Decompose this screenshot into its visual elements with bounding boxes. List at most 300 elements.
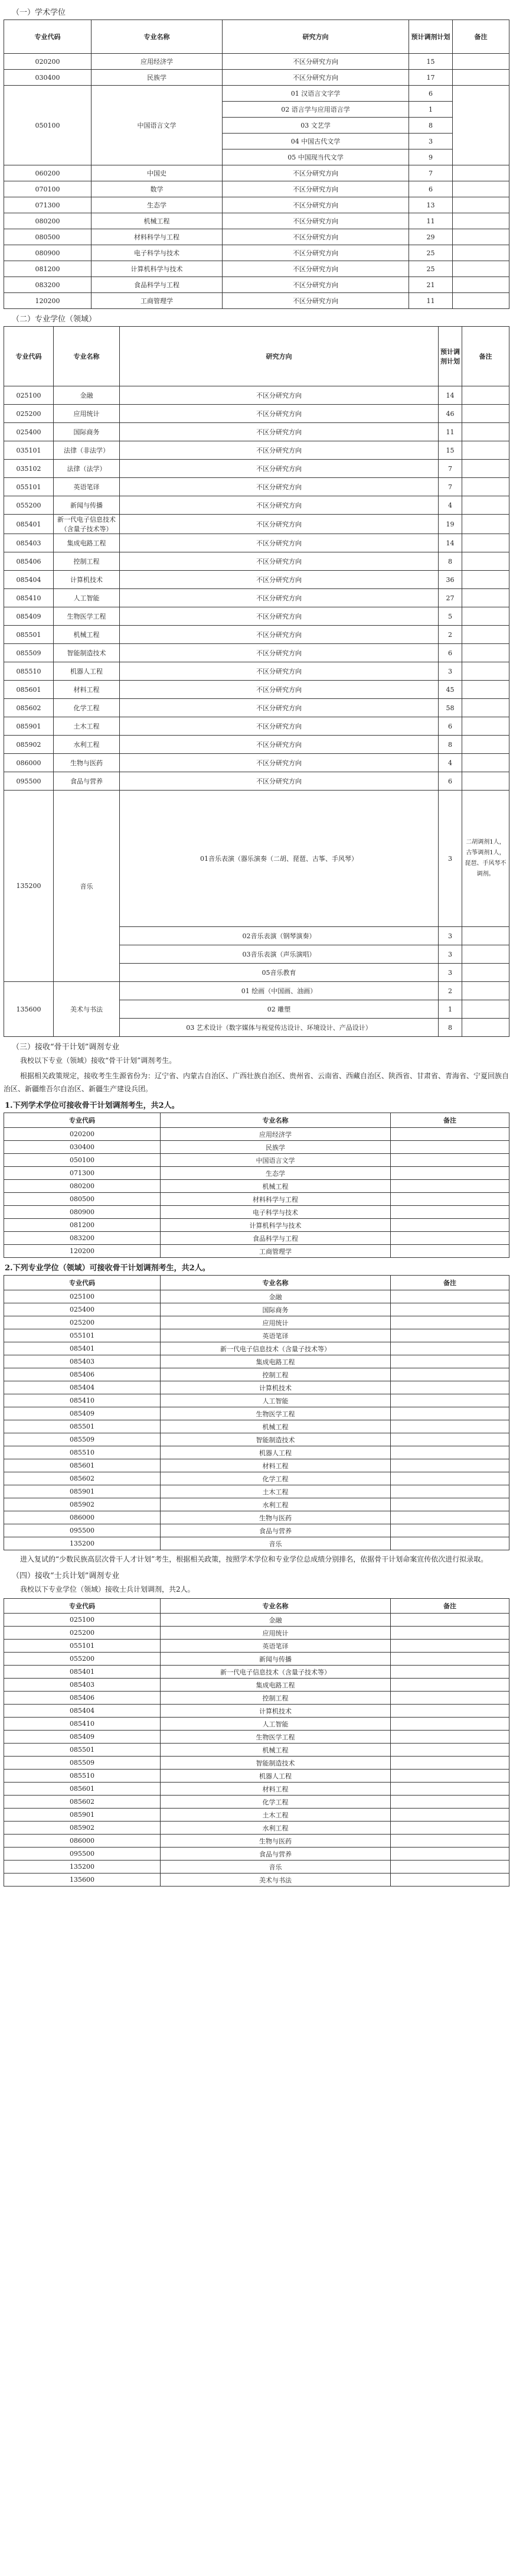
remark (462, 534, 509, 552)
table-row (4, 1459, 509, 1472)
major-name: 控制工程 (161, 1368, 391, 1381)
major-code: 085902 (4, 1498, 161, 1511)
planned-quota: 13 (409, 197, 453, 213)
table-row (4, 1511, 509, 1524)
major-code: 025100 (4, 1290, 161, 1303)
table-row (4, 552, 509, 571)
major-code: 025100 (4, 386, 54, 405)
header-plan: 预计调剂计划 (439, 327, 462, 386)
remark (462, 405, 509, 423)
major-name: 工商管理学 (161, 1245, 391, 1258)
table-row (4, 1835, 509, 1848)
remark (391, 1744, 509, 1757)
major-name: 中国语言文学 (161, 1154, 391, 1167)
major-name: 美术与书法 (161, 1874, 391, 1887)
remark (453, 197, 509, 213)
remark (391, 1679, 509, 1692)
major-name: 新一代电子信息技术（含量子技术等） (161, 1342, 391, 1355)
major-code: 085403 (4, 1355, 161, 1368)
major-code: 085501 (4, 626, 54, 644)
remark (391, 1653, 509, 1666)
remark (391, 1394, 509, 1407)
major-code: 095500 (4, 1524, 161, 1537)
remark (391, 1167, 509, 1180)
major-name: 材料科学与工程 (92, 229, 223, 245)
planned-quota: 29 (409, 229, 453, 245)
table-row (4, 717, 509, 736)
major-name: 集成电路工程 (161, 1355, 391, 1368)
table-row (4, 1666, 509, 1679)
table-row (4, 1128, 509, 1141)
planned-quota: 3 (409, 134, 453, 149)
section1-title: （一）学术学位 (12, 8, 66, 17)
research-direction: 不区分研究方向 (120, 772, 439, 791)
major-name: 应用统计 (161, 1316, 391, 1329)
header-note: 备注 (391, 1599, 509, 1614)
planned-quota: 27 (439, 589, 462, 607)
major-code: 120200 (4, 1245, 161, 1258)
planned-quota: 45 (439, 681, 462, 699)
major-name: 法律（法学） (54, 460, 120, 478)
table-row (4, 699, 509, 717)
major-name: 机器人工程 (161, 1446, 391, 1459)
remark (462, 927, 509, 945)
major-name: 法律（非法学） (54, 441, 120, 460)
planned-quota: 6 (439, 644, 462, 662)
major-name: 应用经济学 (92, 54, 223, 70)
major-code: 120200 (4, 293, 92, 309)
table-row (4, 1874, 509, 1887)
table-row (4, 1433, 509, 1446)
header-code: 专业代码 (4, 20, 92, 54)
major-code: 085509 (4, 644, 54, 662)
header-note: 备注 (453, 20, 509, 54)
research-direction: 不区分研究方向 (120, 441, 439, 460)
remark (462, 772, 509, 791)
table-row (4, 1342, 509, 1355)
planned-quota: 5 (439, 607, 462, 626)
major-name: 食品科学与工程 (161, 1232, 391, 1245)
major-code: 080900 (4, 245, 92, 261)
major-name: 金融 (161, 1290, 391, 1303)
major-name: 人工智能 (161, 1718, 391, 1731)
remark (462, 644, 509, 662)
table-row (4, 478, 509, 496)
major-name: 音乐 (161, 1861, 391, 1874)
remark (391, 1861, 509, 1874)
table-row (4, 1498, 509, 1511)
remark (462, 945, 509, 964)
remark (391, 1511, 509, 1524)
table-row (4, 791, 509, 927)
table-row (4, 54, 509, 70)
table-row (4, 1446, 509, 1459)
major-name: 计算机技术 (161, 1381, 391, 1394)
research-direction: 不区分研究方向 (223, 165, 409, 181)
table-row (4, 197, 509, 213)
table-row (4, 1316, 509, 1329)
research-direction: 不区分研究方向 (120, 423, 439, 441)
research-direction: 05音乐教育 (120, 964, 439, 982)
remark (462, 717, 509, 736)
major-code: 085409 (4, 607, 54, 626)
research-direction: 不区分研究方向 (120, 717, 439, 736)
soldier-plan-table (4, 1598, 509, 1887)
major-name: 机械工程 (54, 626, 120, 644)
major-name: 计算机技术 (54, 571, 120, 589)
research-direction: 02音乐表演（钢琴演奏） (120, 927, 439, 945)
remark (462, 626, 509, 644)
remark (391, 1796, 509, 1809)
major-name: 新闻与传播 (54, 496, 120, 515)
major-name: 英语笔译 (161, 1329, 391, 1342)
major-name: 机械工程 (161, 1420, 391, 1433)
major-code: 025400 (4, 423, 54, 441)
major-code: 085901 (4, 1485, 161, 1498)
major-name: 生态学 (161, 1167, 391, 1180)
research-direction: 不区分研究方向 (120, 662, 439, 681)
major-name: 国际商务 (54, 423, 120, 441)
remark (453, 229, 509, 245)
major-name: 生物与医药 (161, 1511, 391, 1524)
major-code: 086000 (4, 1511, 161, 1524)
table-row (4, 1627, 509, 1640)
major-code: 025100 (4, 1614, 161, 1627)
planned-quota: 14 (439, 534, 462, 552)
major-name: 应用统计 (161, 1627, 391, 1640)
major-name: 中国史 (92, 165, 223, 181)
major-code: 025200 (4, 1316, 161, 1329)
planned-quota: 1 (439, 1000, 462, 1019)
research-direction: 不区分研究方向 (223, 229, 409, 245)
table-row (4, 1420, 509, 1433)
major-code: 085902 (4, 736, 54, 754)
remark: 二胡调剂1人，古筝调剂1人，琵琶、手风琴不调剂。 (462, 791, 509, 927)
remark (391, 1316, 509, 1329)
table-row (4, 1303, 509, 1316)
remark (391, 1835, 509, 1848)
major-code: 135600 (4, 1874, 161, 1887)
major-code: 050100 (4, 1154, 161, 1167)
major-name: 水利工程 (161, 1822, 391, 1835)
planned-quota: 8 (439, 1019, 462, 1037)
table-row (4, 644, 509, 662)
research-direction: 不区分研究方向 (223, 197, 409, 213)
major-name: 新一代电子信息技术（含量子技术等） (54, 515, 120, 534)
planned-quota: 58 (439, 699, 462, 717)
remark (453, 245, 509, 261)
remark (391, 1433, 509, 1446)
table-row (4, 1731, 509, 1744)
header-name: 专业名称 (92, 20, 223, 54)
table-row (4, 229, 509, 245)
major-code: 055200 (4, 496, 54, 515)
section3-title: （三）接收“骨干计划”调剂专业 (12, 1043, 120, 1052)
major-code: 085406 (4, 1368, 161, 1381)
research-direction: 不区分研究方向 (120, 386, 439, 405)
remark (462, 662, 509, 681)
table-row (4, 1232, 509, 1245)
major-code: 055200 (4, 1653, 161, 1666)
major-name: 生物医学工程 (54, 607, 120, 626)
major-code: 085602 (4, 1472, 161, 1485)
research-direction: 01 绘画（中国画、油画） (120, 982, 439, 1000)
table-row (4, 1537, 509, 1550)
table-header-row (4, 1599, 509, 1614)
table-row (4, 1757, 509, 1770)
remark (462, 607, 509, 626)
remark (391, 1757, 509, 1770)
remark (462, 982, 509, 1000)
academic-degree-table (4, 19, 509, 309)
table-row (4, 515, 509, 534)
table-row (4, 626, 509, 644)
remark (391, 1303, 509, 1316)
research-direction: 不区分研究方向 (120, 681, 439, 699)
major-name: 工商管理学 (92, 293, 223, 309)
remark (391, 1329, 509, 1342)
planned-quota: 15 (409, 54, 453, 70)
major-code: 025400 (4, 1303, 161, 1316)
table-row (4, 1744, 509, 1757)
remark (391, 1718, 509, 1731)
header-name: 专业名称 (161, 1276, 391, 1290)
planned-quota: 21 (409, 277, 453, 293)
major-name: 生物医学工程 (161, 1407, 391, 1420)
remark (453, 293, 509, 309)
remark (391, 1232, 509, 1245)
section3-sub2-title: 2.下列专业学位（领域）可接收骨干计划调剂考生，共2人。 (5, 1264, 210, 1273)
major-code: 085602 (4, 1796, 161, 1809)
remark (391, 1420, 509, 1433)
major-code: 085602 (4, 699, 54, 717)
header-code: 专业代码 (4, 1276, 161, 1290)
major-name: 人工智能 (54, 589, 120, 607)
section3-para1: 我校以下专业（领域）接收“骨干计划”调剂考生。 (20, 1056, 177, 1065)
major-name: 土木工程 (161, 1485, 391, 1498)
remark (462, 1000, 509, 1019)
table-row (4, 772, 509, 791)
header-name: 专业名称 (161, 1113, 391, 1128)
major-code: 071300 (4, 1167, 161, 1180)
remark (391, 1731, 509, 1744)
planned-quota: 8 (439, 736, 462, 754)
remark (391, 1485, 509, 1498)
planned-quota: 3 (439, 964, 462, 982)
major-code: 085501 (4, 1744, 161, 1757)
planned-quota: 15 (439, 441, 462, 460)
major-code: 085410 (4, 1718, 161, 1731)
table-row (4, 441, 509, 460)
major-code: 095500 (4, 1848, 161, 1861)
research-direction: 不区分研究方向 (223, 181, 409, 197)
remark (462, 571, 509, 589)
major-code: 030400 (4, 1141, 161, 1154)
major-name: 食品与营养 (161, 1524, 391, 1537)
major-name: 食品与营养 (54, 772, 120, 791)
table-row (4, 1770, 509, 1783)
remark (391, 1472, 509, 1485)
major-name: 美术与书法 (54, 982, 120, 1037)
table-row (4, 1219, 509, 1232)
header-plan: 预计调剂计划 (409, 20, 453, 54)
major-code: 085510 (4, 662, 54, 681)
remark (391, 1524, 509, 1537)
research-direction: 02 雕塑 (120, 1000, 439, 1019)
table-row (4, 1653, 509, 1666)
remark (462, 699, 509, 717)
major-code: 085404 (4, 571, 54, 589)
research-direction: 不区分研究方向 (223, 54, 409, 70)
research-direction: 不区分研究方向 (120, 534, 439, 552)
table-row (4, 1822, 509, 1835)
research-direction: 03 文艺学 (223, 118, 409, 134)
header-code: 专业代码 (4, 1113, 161, 1128)
major-code: 055101 (4, 1329, 161, 1342)
remark (391, 1498, 509, 1511)
major-name: 生态学 (92, 197, 223, 213)
major-name: 水利工程 (54, 736, 120, 754)
table-row (4, 681, 509, 699)
major-name: 生物医学工程 (161, 1731, 391, 1744)
table-row (4, 1407, 509, 1420)
major-name: 机器人工程 (54, 662, 120, 681)
major-name: 电子科学与技术 (92, 245, 223, 261)
major-code: 085510 (4, 1446, 161, 1459)
research-direction: 不区分研究方向 (120, 478, 439, 496)
major-name: 材料工程 (54, 681, 120, 699)
remark (391, 1822, 509, 1835)
major-code: 095500 (4, 772, 54, 791)
research-direction: 01音乐表演（器乐演奏（二胡、琵琶、古筝、手风琴） (120, 791, 439, 927)
major-name: 金融 (161, 1614, 391, 1627)
research-direction: 不区分研究方向 (120, 552, 439, 571)
research-direction: 不区分研究方向 (120, 699, 439, 717)
major-code: 055101 (4, 478, 54, 496)
major-name: 化学工程 (161, 1472, 391, 1485)
remark (453, 86, 509, 165)
table-row (4, 460, 509, 478)
table-row (4, 1180, 509, 1193)
major-code: 085403 (4, 534, 54, 552)
planned-quota: 3 (439, 791, 462, 927)
research-direction: 不区分研究方向 (223, 245, 409, 261)
section4-title: （四）接收“士兵计划”调剂专业 (12, 1572, 120, 1580)
table-row (4, 754, 509, 772)
remark (391, 1783, 509, 1796)
major-code: 083200 (4, 277, 92, 293)
remark (391, 1180, 509, 1193)
table-row (4, 607, 509, 626)
table-row (4, 1861, 509, 1874)
remark (453, 70, 509, 86)
planned-quota: 8 (409, 118, 453, 134)
research-direction: 不区分研究方向 (120, 626, 439, 644)
remark (391, 1848, 509, 1861)
major-name: 智能制造技术 (54, 644, 120, 662)
remark (391, 1206, 509, 1219)
major-code: 060200 (4, 165, 92, 181)
table-row (4, 496, 509, 515)
major-code: 020200 (4, 1128, 161, 1141)
table-row (4, 1614, 509, 1627)
research-direction: 不区分研究方向 (223, 277, 409, 293)
backbone-professional-table (4, 1275, 509, 1550)
major-name: 化学工程 (54, 699, 120, 717)
research-direction: 04 中国古代文学 (223, 134, 409, 149)
planned-quota: 7 (439, 478, 462, 496)
planned-quota: 11 (439, 423, 462, 441)
table-row (4, 181, 509, 197)
major-code: 085401 (4, 515, 54, 534)
table-row (4, 662, 509, 681)
professional-degree-table (4, 326, 509, 1037)
table-row (4, 571, 509, 589)
planned-quota: 6 (439, 772, 462, 791)
major-name: 生物与医药 (54, 754, 120, 772)
major-code: 085501 (4, 1420, 161, 1433)
planned-quota: 6 (409, 86, 453, 102)
planned-quota: 1 (409, 102, 453, 118)
remark (462, 441, 509, 460)
table-row (4, 245, 509, 261)
remark (462, 754, 509, 772)
major-name: 英语笔译 (161, 1640, 391, 1653)
remark (391, 1666, 509, 1679)
research-direction: 不区分研究方向 (223, 261, 409, 277)
research-direction: 03 艺术设计（数字媒体与视觉传达设计、环境设计、产品设计） (120, 1019, 439, 1037)
major-code: 085409 (4, 1731, 161, 1744)
major-code: 085410 (4, 1394, 161, 1407)
remark (453, 181, 509, 197)
table-header-row (4, 20, 509, 54)
table-row (4, 405, 509, 423)
major-name: 应用统计 (54, 405, 120, 423)
table-row (4, 423, 509, 441)
major-name: 材料科学与工程 (161, 1193, 391, 1206)
section4-para1: 我校以下专业学位（领域）接收士兵计划调剂，共2人。 (20, 1585, 195, 1593)
remark (391, 1537, 509, 1550)
remark (391, 1627, 509, 1640)
remark (453, 213, 509, 229)
planned-quota: 19 (439, 515, 462, 534)
planned-quota: 7 (409, 165, 453, 181)
table-row (4, 1679, 509, 1692)
major-code: 085601 (4, 681, 54, 699)
major-name: 机械工程 (161, 1744, 391, 1757)
table-row (4, 261, 509, 277)
remark (391, 1407, 509, 1420)
major-code: 081200 (4, 1219, 161, 1232)
planned-quota: 8 (439, 552, 462, 571)
table-row (4, 1472, 509, 1485)
research-direction: 02 语言学与应用语言学 (223, 102, 409, 118)
major-code: 080500 (4, 229, 92, 245)
table-row (4, 293, 509, 309)
major-name: 应用经济学 (161, 1128, 391, 1141)
remark (462, 736, 509, 754)
header-note: 备注 (391, 1113, 509, 1128)
planned-quota: 4 (439, 496, 462, 515)
remark (391, 1770, 509, 1783)
remark (462, 478, 509, 496)
table-header-row (4, 1113, 509, 1128)
major-name: 智能制造技术 (161, 1757, 391, 1770)
planned-quota: 3 (439, 662, 462, 681)
major-code: 085410 (4, 589, 54, 607)
major-code: 080900 (4, 1206, 161, 1219)
major-code: 030400 (4, 70, 92, 86)
